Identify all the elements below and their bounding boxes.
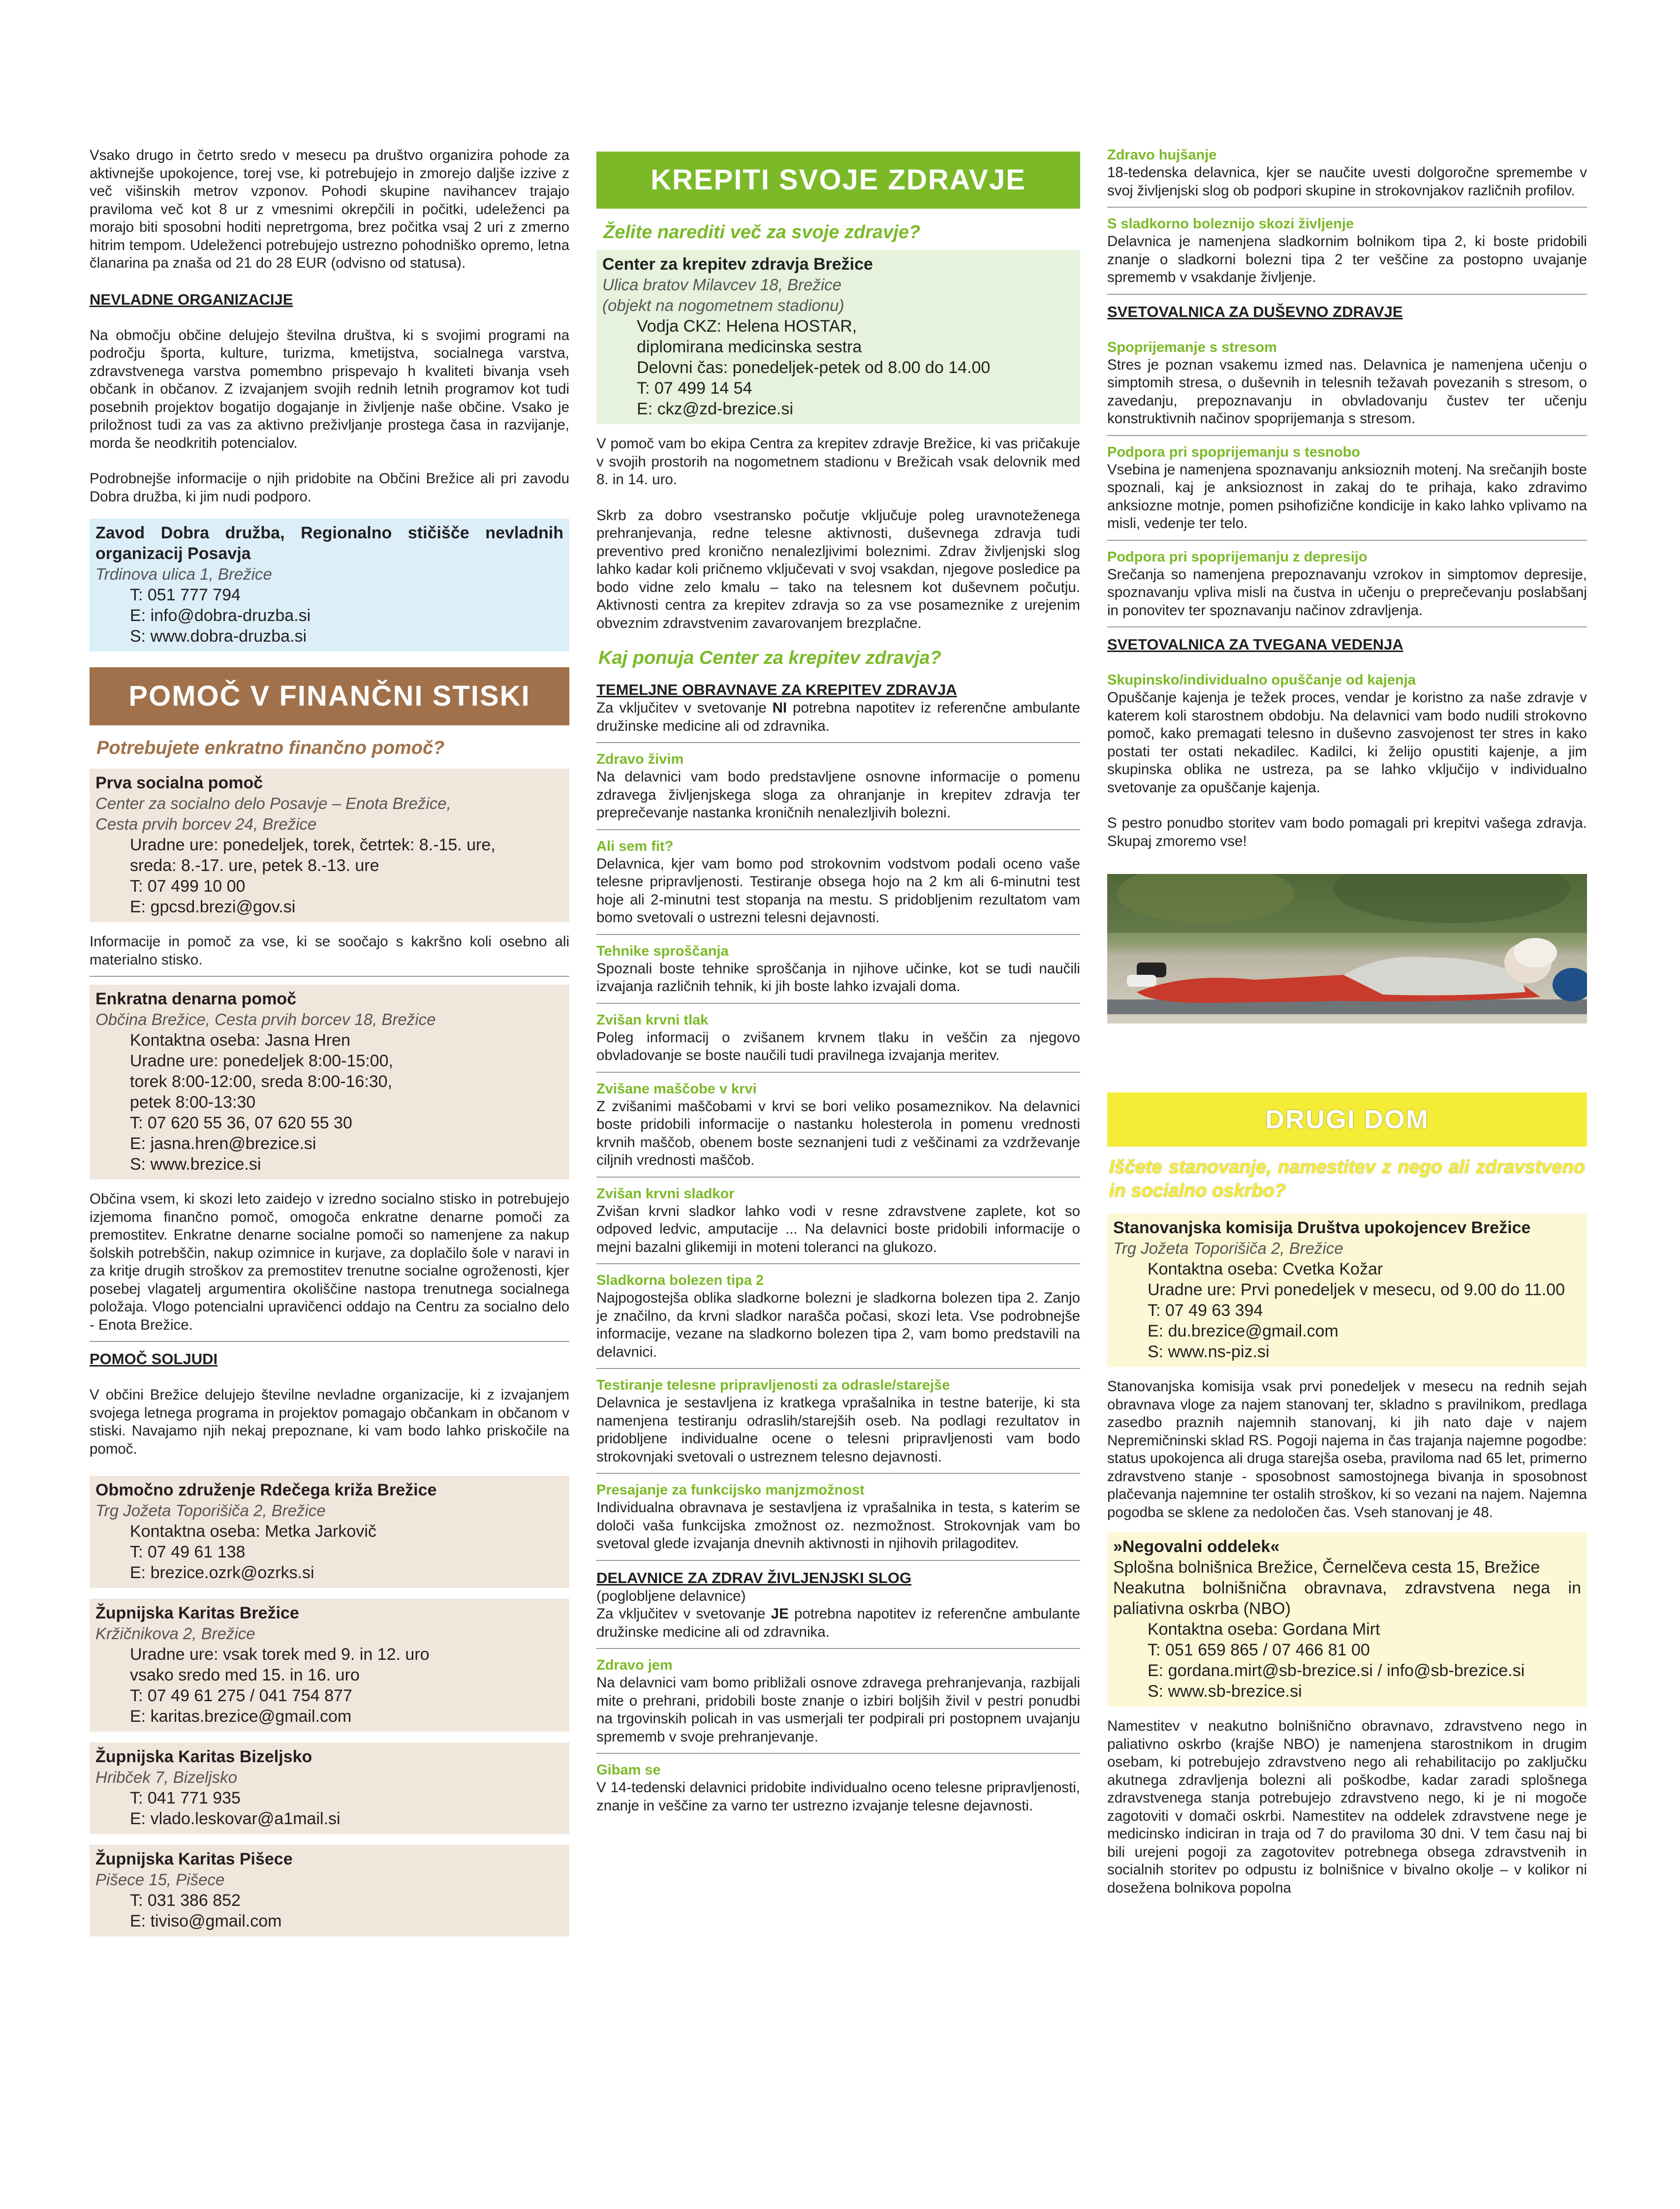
dobra-druzba-web[interactable]: S: www.dobra-druzba.si: [130, 627, 307, 646]
ckz-head-2: diplomirana medicinska sestra: [637, 338, 862, 356]
karitas-brezice-hours: Uradne ure: vsak torek med 9. in 12. uro: [130, 1645, 430, 1664]
divider: [596, 1648, 1080, 1649]
divider: [1107, 626, 1587, 627]
prva-socialna-address: Center za socialno delo Posavje – Enota Brežice,: [95, 794, 451, 812]
delavnice-text: Za vključitev v svetovanje JE potrebna napotitev iz referenčne ambulante družinske medicine ali od zdravnika.: [596, 1606, 1080, 1640]
dobra-druzba-title: Zavod Dobra družba, Regionalno stičišče nevladnih organizacij Posavja: [95, 524, 563, 563]
section-text: Zvišan krvni sladkor lahko vodi v resne zdravstvene zaplete, kot so odpoved ledvic, amputacije ... Na delavnici boste pridobili informacije o mejni bazalni glikemiji in moteni toleranci na glukozo.: [596, 1203, 1080, 1255]
divider: [90, 976, 569, 977]
prva-socialna-title: Prva socialna pomoč: [95, 774, 263, 792]
prva-socialna-address-2: Cesta prvih borcev 24, Brežice: [95, 815, 317, 833]
ngo-heading: NEVLADNE ORGANIZACIJE: [90, 290, 293, 308]
section-text: Delavnica je sestavljena iz kratkega vprašalnika in testne baterije, ki sta namenjena testiranju odraslih/starejših oseb. Na podlagi rezultatov in pridobljene individualne ocene o telesni pripravljenosti vam bodo strokovnjaki svetovali o ustreznem telesno dejavnosti.: [596, 1395, 1080, 1465]
drugi-dom-question: Iščete stanovanje, namestitev z nego ali zdravstveno in socialno oskrbo?: [1109, 1157, 1585, 1201]
dobra-druzba-phone: T: 051 777 794: [130, 586, 241, 604]
ckz-paragraph: V pomoč vam bo ekipa Centra za krepitev zdravje Brežice, ki vas pričakuje v svojih prostorih na nogometnem stadionu v Brežicah vsak delovnik med 8. in 14. uro.: [596, 436, 1080, 488]
enkratna-hours-3: petek 8:00-13:30: [130, 1093, 256, 1112]
section-text: Na delavnici vam bodo predstavljene osnovne informacije o pomenu zdravega življenjskega sloga za ohranjanje in krepitev zdravja ter preprečevanje nastanka kroničnih nenalezljivih bolezni.: [596, 769, 1080, 821]
section-title: Podpora pri spoprijemanju s tesnobo: [1107, 444, 1360, 460]
negovalni-email[interactable]: E: gordana.mirt@sb-brezice.si / info@sb-brezice.si: [1148, 1661, 1525, 1680]
soljudi-paragraph: V občini Brežice delujejo številne nevladne organizacije, ki z izvajanjem svojega letnega programa in projektov pomagajo občankam in občanom v stiski. Navajamo njih nekaj prepoznane, ki vam bodo lahko priskočile na pomoč.: [90, 1387, 569, 1457]
divider: [596, 1003, 1080, 1004]
stanovanjska-title: Stanovanjska komisija Društva upokojencev Brežice: [1113, 1218, 1531, 1237]
karitas-pisece-box: [90, 1845, 569, 1936]
negovalni-contact: Kontaktna oseba: Gordana Mirt: [1148, 1620, 1380, 1639]
stanovanjska-address: Trg Jožeta Toporišiča 2, Brežice: [1113, 1239, 1343, 1257]
enkratna-title: Enkratna denarna pomoč: [95, 990, 297, 1008]
negovalni-oddelek-box: [1107, 1532, 1587, 1707]
section-title: Testiranje telesne pripravljenosti za odrasle/starejše: [596, 1377, 950, 1393]
section-text: Opuščanje kajenja je težek proces, vendar je koristno za naše zdravje v katerem koli starostnem obdobju. Na delavnici vam bodo nudili strokovno pomoč, kako premagati telesno in duševno zasvojenost ter stres in kako postati ter ostati nekadilec. Kadilci, ki želijo opustiti kajenje, a jim skupinska oblika ne ustreza, pa se lahko vključijo v individualno svetovanje za opuščanje kajenja.: [1107, 689, 1587, 796]
negovalni-description: Neakutna bolnišnična obravnava, zdravstvena nega in paliativna oskrba (NBO): [1113, 1579, 1581, 1618]
divider: [1107, 207, 1587, 208]
ckz-paragraph-2: Skrb za dobro vsestransko počutje vključuje poleg uravnoteženega prehranjevanja, redne telesne aktivnosti, duševnega zdravja tudi preventivo pred kronično nenalezljivimi boleznimi. Zdrav življenjski slog lahko kadar koli pričnemo vključevati v svoj vsakdan, njegove posledice pa bodo vidne zelo kmalu – tako na telesnem kot duševnem počutju. Aktivnosti centra za krepitev zdravja so za vse posameznike z urejenim obveznim zdravstvenim zavarovanjem brezplačne.: [596, 507, 1080, 631]
section-title: Skupinsko/individualno opuščanje od kajenja: [1107, 672, 1416, 688]
divider: [596, 1072, 1080, 1073]
ckz-hours: Delovni čas: ponedeljek-petek od 8.00 do 14.00: [637, 358, 991, 377]
middle-column: [596, 147, 1080, 1815]
karitas-pisece-address: Pišece 15, Pišece: [95, 1870, 225, 1889]
section-title: Zvišan krvni tlak: [596, 1012, 709, 1028]
ckz-address: Ulica bratov Milavcev 18, Brežice: [602, 276, 842, 294]
negovalni-web[interactable]: S: www.sb-brezice.si: [1148, 1682, 1302, 1701]
section-text: Najpogostejša oblika sladkorne bolezni je sladkorna bolezen tipa 2. Zanjo je značilno, da krvni sladkor narašča počasi, skozi leta. Vse podrobnejše informacije, vezane na sladkorno bolezen tipa 2, vam bomo predstavili na delavnici.: [596, 1290, 1080, 1360]
section-title: S sladkorno boleznijo skozi življenje: [1107, 216, 1354, 232]
section-text: Srečanja so namenjena prepoznavanju vzrokov in simptomov depresije, spoznavanju vpliva misli na čustva in učenju o preprečevanju poslabšanj in ponovitev ter spoznavanju načinov zdravljenja.: [1107, 566, 1587, 619]
negovalni-phone: T: 051 659 865 / 07 466 81 00: [1148, 1641, 1370, 1659]
divider: [596, 934, 1080, 935]
negovalni-title: »Negovalni oddelek«: [1113, 1537, 1280, 1556]
ngo-paragraph-2: Podrobnejše informacije o njih pridobite na Občini Brežice ali pri zavodu Dobra družba, ki jim nudi podporo.: [90, 470, 569, 505]
karitas-bizeljsko-address: Hribček 7, Bizeljsko: [95, 1768, 237, 1786]
section-text: 18-tedenska delavnica, kjer se naučite uvesti dolgoročne spremembe v svoj življenjski slog ob podpori skupine in strokovnjakov različnih profilov.: [1107, 164, 1587, 199]
karitas-bizeljsko-box: [90, 1742, 569, 1834]
enkratna-contact: Kontaktna oseba: Jasna Hren: [130, 1031, 350, 1050]
svetovalnica-tvegana-heading: SVETOVALNICA ZA TVEGANA VEDENJA: [1107, 636, 1403, 653]
rdeci-kriz-box: [90, 1476, 569, 1588]
rdeci-kriz-contact: Kontaktna oseba: Metka Jarkovič: [130, 1522, 376, 1541]
karitas-pisece-phone: T: 031 386 852: [130, 1891, 241, 1910]
delavnice-subtitle: (poglobljene delavnice): [596, 1587, 746, 1604]
exercise-photo-image: [1107, 874, 1587, 1024]
ckz-address-2: (objekt na nogometnem stadionu): [602, 296, 844, 314]
enkratna-web[interactable]: S: www.brezice.si: [130, 1155, 261, 1174]
enkratna-email[interactable]: E: jasna.hren@brezice.si: [130, 1134, 316, 1153]
stanovanjska-email[interactable]: E: du.brezice@gmail.com: [1148, 1322, 1338, 1340]
prva-socialna-email[interactable]: E: gpcsd.brezi@gov.si: [130, 898, 296, 916]
karitas-bizeljsko-title: Župnijska Karitas Bizeljsko: [95, 1747, 312, 1766]
prva-socialna-phone: T: 07 499 10 00: [130, 877, 246, 896]
ckz-title: Center za krepitev zdravja Brežice: [602, 255, 873, 274]
soljudi-heading: POMOČ SOLJUDI: [90, 1350, 218, 1368]
section-title: Zvišan krvni sladkor: [596, 1185, 735, 1202]
drugi-dom-banner: DRUGI DOM: [1107, 1092, 1587, 1147]
karitas-brezice-email[interactable]: E: karitas.brezice@gmail.com: [130, 1707, 352, 1726]
karitas-pisece-email[interactable]: E: tiviso@gmail.com: [130, 1912, 282, 1930]
karitas-brezice-title: Župnijska Karitas Brežice: [95, 1604, 299, 1622]
stanovanjska-phone: T: 07 49 63 394: [1148, 1301, 1263, 1320]
divider: [596, 829, 1080, 830]
divider: [1107, 540, 1587, 541]
divider: [1107, 294, 1587, 295]
enkratna-address: Občina Brežice, Cesta prvih borcev 18, Brežice: [95, 1010, 436, 1028]
stanovanjska-komisija-box: [1107, 1213, 1587, 1367]
enkratna-phone: T: 07 620 55 36, 07 620 55 30: [130, 1114, 352, 1132]
karitas-bizeljsko-email[interactable]: E: vlado.leskovar@a1mail.si: [130, 1809, 341, 1828]
section-text: Delavnica, kjer vam bomo pod strokovnim vodstvom podali oceno vaše telesne pripravljenosti. Testiranje obsega hojo na 2 km ali 6-minutni test hoje ali 2-minutni test stopanja na mestu. S pridobljenim rezultatom vam bomo svetovali o ustrezni telesni dejavnosti.: [596, 855, 1080, 926]
dobra-druzba-email[interactable]: E: info@dobra-druzba.si: [130, 606, 311, 625]
stanovanjska-contact: Kontaktna oseba: Cvetka Kožar: [1148, 1260, 1383, 1278]
section-text: Spoznali boste tehnike sproščanja in njihove učinke, kot se tudi naučili izvajanja različnih tehnik, ki jih boste lahko izvajali doma.: [596, 960, 1080, 995]
section-title: Gibam se: [596, 1762, 661, 1778]
dobra-druzba-address: Trdinova ulica 1, Brežice: [95, 565, 272, 583]
section-title: Sladkorna bolezen tipa 2: [596, 1273, 764, 1288]
rdeci-kriz-address: Trg Jožeta Toporišiča 2, Brežice: [95, 1501, 326, 1520]
rdeci-kriz-email[interactable]: E: brezice.ozrk@ozrks.si: [130, 1563, 314, 1582]
section-text: Z zvišanimi maščobami v krvi se bori veliko posameznikov. Na delavnici boste pridobili informacije o nastanku holesterola in pomenu vrednosti krvnih maščob, obenem boste seznanjeni tudi z veščinami za vzdrževanje ciljnih vrednosti maščob.: [596, 1098, 1080, 1168]
section-text: Stres je poznan vsakemu izmed nas. Delavnica je namenjena učenju o simptomih stresa, o duševnih in telesnih težavah povezanih s stresom, o zavedanju, prepoznavanju in obvladovanju čustev ter učenju konstruktivnih načinov spoprijemanja s stresom.: [1107, 356, 1587, 427]
negovalni-hospital: Splošna bolnišnica Brežice, Černelčeva cesta 15, Brežice: [1113, 1558, 1540, 1577]
enkratna-note: Občina vsem, ki skozi leto zaidejo v izredno socialno stisko in potrebujejo izjemoma finančno pomoč, omogoča enkratne denarne pomoči za premostitev. Enkratne denarne socialne pomoči so namenjene za nakup šolskih potrebščin, nakup ozimnice in kurjave, za doplačilo šole v naravi in za kritje drugih stroškov za premostitev trenutne socialne ogroženosti, kjer posebej vlagatelj argumentira okoliščine nastopa trenutnega socialnega položaja. Vlogo potencialni upravičenci oddajo na Centru za socialno delo - Enota Brežice.: [90, 1191, 569, 1333]
ckz-box: [596, 250, 1080, 424]
section-title: Zdravo hujšanje: [1107, 147, 1217, 163]
section-text: Na delavnici vam bomo približali osnove zdravega prehranjevanja, razbijali mite o prehrani, pridobili boste znanje o izbiri boljših živil v pestri ponudbi na trgovinskih policah in vas usmerjali ter podpirali pri postopnem uvajanju sprememb v svoje prehranjevanje.: [596, 1675, 1080, 1745]
section-title: Podpora pri spoprijemanju z depresijo: [1107, 549, 1368, 565]
divider: [90, 1341, 569, 1342]
karitas-pisece-title: Župnijska Karitas Pišece: [95, 1850, 293, 1868]
section-text: Delavnica je namenjena sladkornim bolnikom tipa 2, ki boste pridobili znanje o sladkorni bolezni tipa 2 ter veščine za postopno uvajanje sprememb v vsakdanje življenje.: [1107, 233, 1587, 285]
divider: [1107, 435, 1587, 436]
negovalni-note: Namestitev v neakutno bolnišnično obravnavo, zdravstveno nego in paliativno oskrbo (krajše NBO) je namenjena starostnikom in drugim osebam, ki potrebujejo zdravstveno nego ali rehabilitacijo po zaključku akutnega zdravljenja bolezni ali poškodbe, kadar zaradi splošnega zdravstvenega stanja potrebujejo zdravstveno nego, ki je ni mogoče zagotoviti v domači oskrbi. Namestitev na oddelek zdravstvene nege je medicinsko indiciran in traja od 7 do praviloma 30 dni. V tem času naj bi bili urejeni pogoji za zagotovitev potrebnega obsega zdravstvenih in socialnih storitev po odpustu iz bolnišnice v bivalno okolje – v kolikor ni dosežena bolnikova popolna: [1107, 1718, 1587, 1896]
divider: [596, 1368, 1080, 1369]
dobra-druzba-box: [90, 519, 569, 652]
svetovalnica-dusevno-heading: SVETOVALNICA ZA DUŠEVNO ZDRAVJE: [1107, 303, 1403, 320]
section-title: Presajanje za funkcijsko manjzmožnost: [596, 1482, 865, 1498]
section-text: Individualna obravnava je sestavljena iz vprašalnika in testa, s katerim se določi vaša funkcijska zmožnost oz. nezmožnost. Strokovnjak vam bo svetoval glede izvajanja dnevnih aktivnosti in njihovih prilagoditev.: [596, 1499, 1080, 1552]
rdeci-kriz-phone: T: 07 49 61 138: [130, 1543, 246, 1561]
intro-paragraph: Vsako drugo in četrto sredo v mesecu pa društvo organizira pohode za aktivnejše upokojence, torej vse, ki potrebujejo in zmorejo daljše izzive z več višinskih metrov vzponov. Pohodi skupine navihancev trajajo praviloma več kot 8 ur z vmesnimi okrepčili in počitki, udeleženci pa morajo biti sposobni hoditi nepretrgoma, brez počitka vsaj 2 uri z zmerno hitrim tempom. Udeleženci potrebujejo ustrezno pohodniško opremo, letna članarina pa znaša od 21 do 28 EUR (odvisno od statusa).: [90, 147, 569, 271]
section-title: Zvišane maščobe v krvi: [596, 1081, 757, 1097]
section-title: Zdravo jem: [596, 1657, 673, 1673]
divider: [596, 1560, 1080, 1561]
rdeci-kriz-title: Območno združenje Rdečega križa Brežice: [95, 1481, 437, 1499]
karitas-bizeljsko-phone: T: 041 771 935: [130, 1789, 241, 1807]
right-column: [1107, 147, 1587, 1897]
left-column: [90, 147, 569, 1936]
prva-socialna-note: Informacije in pomoč za vse, ki se soočajo s kakršno koli osebno ali materialno stisko.: [90, 933, 569, 968]
prva-socialna-hours-2: sreda: 8.-17. ure, petek 8.-13. ure: [130, 856, 379, 875]
stanovanjska-note: Stanovanjska komisija vsak prvi ponedeljek v mesecu na rednih sejah obravnava vloge za najem stanovanj ter, skladno s pravilnikom, predlaga zasedbo praznih najemnih stanovanj, ki jih nato daje v najem Nepremičninski sklad RS. Pogoji najema in čas trajanja najemne pogodbe: status upokojenca ali druga starejša oseba, praviloma nad 65 let, primerno zdravstveno stanje - sposobnost samostojnega bivanja in sposobnost plačevanja najemnine ter ostalih stroškov, ki so vezani na najem. Najemna pogodba se sklene za nedoločen čas. Vseh stanovanj je 48.: [1107, 1378, 1587, 1521]
stanovanjska-hours: Uradne ure: Prvi ponedeljek v mesecu, od 9.00 do 11.00: [1148, 1280, 1565, 1299]
financial-help-banner: POMOČ V FINANČNI STISKI: [90, 667, 569, 725]
section-title: Spoprijemanje s stresom: [1107, 339, 1277, 355]
karitas-brezice-phone: T: 07 49 61 275 / 041 754 877: [130, 1686, 352, 1705]
closing-paragraph: S pestro ponudbo storitev vam bodo pomagali pri krepitvi vašega zdravja. Skupaj zmoremo vse!: [1107, 815, 1587, 849]
divider: [596, 742, 1080, 743]
ngo-paragraph: Na območju občine delujejo številna društva, ki s svojimi programi na področju športa, kulture, turizma, kmetijstva, socialnega varstva, zdravstvenega varstva pomembno prispevajo h kvaliteti bivanja vseh občank in občanov. Z izvajanjem svojih rednih letnih programov kot tudi posebnih projektov bogatijo dogajanje in življenje naše občine. Vsako je priložnost tudi za vas za aktivno preživljanje prostega časa in razvijanje, morda še neodkritih potencialov.: [90, 327, 569, 451]
prva-socialna-hours: Uradne ure: ponedeljek, torek, četrtek: 8.-15. ure,: [130, 836, 496, 854]
health-banner: KREPITI SVOJE ZDRAVJE: [596, 152, 1080, 209]
divider: [596, 1177, 1080, 1178]
karitas-brezice-hours-2: vsako sredo med 15. in 16. uro: [130, 1666, 360, 1684]
ckz-email[interactable]: E: ckz@zd-brezice.si: [637, 400, 793, 418]
ckz-head: Vodja CKZ: Helena HOSTAR,: [637, 317, 857, 336]
section-text: Vsebina je namenjena spoznavanju anksioznih motenj. Na srečanjih boste spoznali, kaj je anksioznost in zakaj do te prihaja, kako zdravimo anksiozne motnje, pomen psihofizične kondicije in kako lahko vplivamo na misli, vedenje ter telo.: [1107, 461, 1587, 531]
temelj-heading: TEMELJNE OBRAVNAVE ZA KREPITEV ZDRAVJA: [596, 681, 957, 698]
section-text: Poleg informacij o zvišanem krvnem tlaku in veščin za njegovo obvladovanje se boste naučili tudi pravilnega izvajanja meritev.: [596, 1029, 1080, 1063]
stanovanjska-web[interactable]: S: www.ns-piz.si: [1148, 1342, 1270, 1361]
ckz-phone: T: 07 499 14 54: [637, 379, 752, 398]
prva-socialna-pomoc-box: [90, 769, 569, 922]
enkratna-pomoc-box: [90, 985, 569, 1180]
section-title: Tehnike sproščanja: [596, 943, 729, 959]
exercise-photo: [1107, 874, 1587, 1024]
section-title: Zdravo živim: [596, 751, 684, 767]
karitas-brezice-address: Kržičnikova 2, Brežice: [95, 1624, 255, 1643]
karitas-brezice-box: [90, 1599, 569, 1732]
divider: [596, 1473, 1080, 1474]
enkratna-hours: Uradne ure: ponedeljek 8:00-15:00,: [130, 1052, 393, 1070]
divider: [596, 1753, 1080, 1754]
health-question: Želite narediti več za svoje zdravje?: [603, 222, 921, 243]
ckz-offer-question: Kaj ponuja Center za krepitev zdravja?: [598, 648, 941, 668]
financial-question: Potrebujete enkratno finančno pomoč?: [96, 738, 445, 758]
divider: [596, 1263, 1080, 1264]
delavnice-heading: DELAVNICE ZA ZDRAV ŽIVLJENJSKI SLOG: [596, 1569, 912, 1587]
enkratna-hours-2: torek 8:00-12:00, sreda 8:00-16:30,: [130, 1072, 393, 1091]
temelj-text: Za vključitev v svetovanje NI potrebna napotitev iz referenčne ambulante družinske medicine ali od zdravnika.: [596, 700, 1080, 734]
section-title: Ali sem fit?: [596, 838, 674, 854]
section-text: V 14-tedenski delavnici pridobite individualno oceno telesne pripravljenosti, znanje in veščine za varno ter ustrezno izvajanje telesne dejavnosti.: [596, 1779, 1080, 1814]
